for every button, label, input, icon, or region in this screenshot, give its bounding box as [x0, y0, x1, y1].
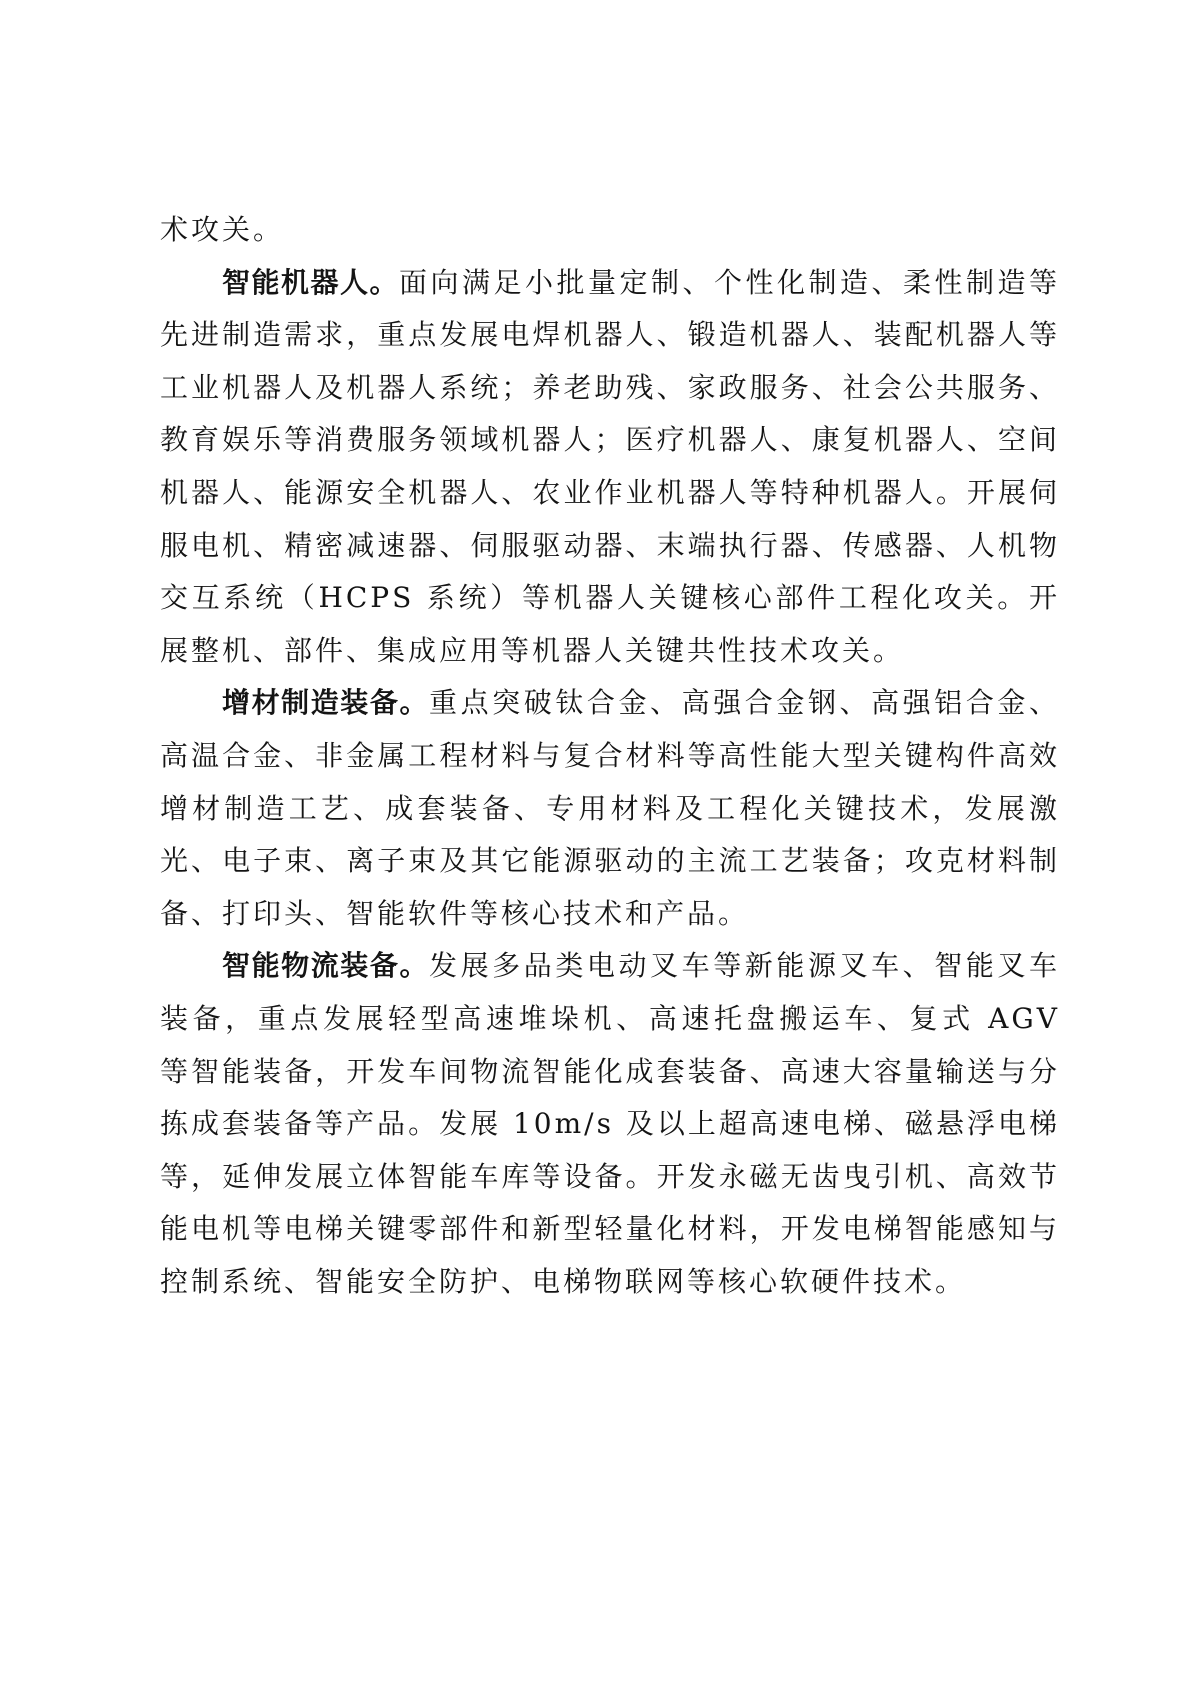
paragraph-intelligent-logistics	[160, 940, 1060, 1308]
paragraph-text: 重点突破钛合金、高强合金钢、高强铝合金、高温合金、非金属工程材料与复合材料等高性能大型关键构件高效增材制造工艺、成套装备、专用材料及工程化关键技术，发展激光、电子束、离子束及其它能源驱动的主流工艺装备；攻克材料制备、打印头、智能软件等核心技术和产品。	[160, 686, 1060, 930]
paragraph-intelligent-robots	[160, 257, 1060, 678]
paragraph-additive-manufacturing	[160, 677, 1060, 940]
paragraph-text: 面向满足小批量定制、个性化制造、柔性制造等先进制造需求，重点发展电焊机器人、锻造机器人、装配机器人等工业机器人及机器人系统；养老助残、家政服务、社会公共服务、教育娱乐等消费服务领域机器人；医疗机器人、康复机器人、空间机器人、能源安全机器人、农业作业机器人等特种机器人。开展伺服电机、精密减速器、伺服驱动器、末端执行器、传感器、人机物交互系统（HCPS 系统）等机器人关键核心部件工程化攻关。开展整机、部件、集成应用等机器人关键共性技术攻关。	[160, 265, 1060, 667]
document-body	[160, 204, 1060, 1308]
paragraph-heading: 增材制造装备。	[222, 686, 430, 720]
paragraph-continuation	[160, 204, 1060, 257]
paragraph-text: 发展多品类电动叉车等新能源叉车、智能叉车装备，重点发展轻型高速堆垛机、高速托盘搬运车、复式 AGV 等智能装备，开发车间物流智能化成套装备、高速大容量输送与分拣成套装备等产品。发展 10m/s 及以上超高速电梯、磁悬浮电梯等，延伸发展立体智能车库等设备。开发永磁无齿曳引机、高效节能电机等电梯关键零部件和新型轻量化材料，开发电梯智能感知与控制系统、智能安全防护、电梯物联网等核心软硬件技术。	[160, 949, 1060, 1298]
paragraph-heading: 智能机器人。	[222, 265, 399, 299]
paragraph-heading: 智能物流装备。	[222, 949, 430, 983]
paragraph-text: 术攻关。	[160, 213, 285, 246]
